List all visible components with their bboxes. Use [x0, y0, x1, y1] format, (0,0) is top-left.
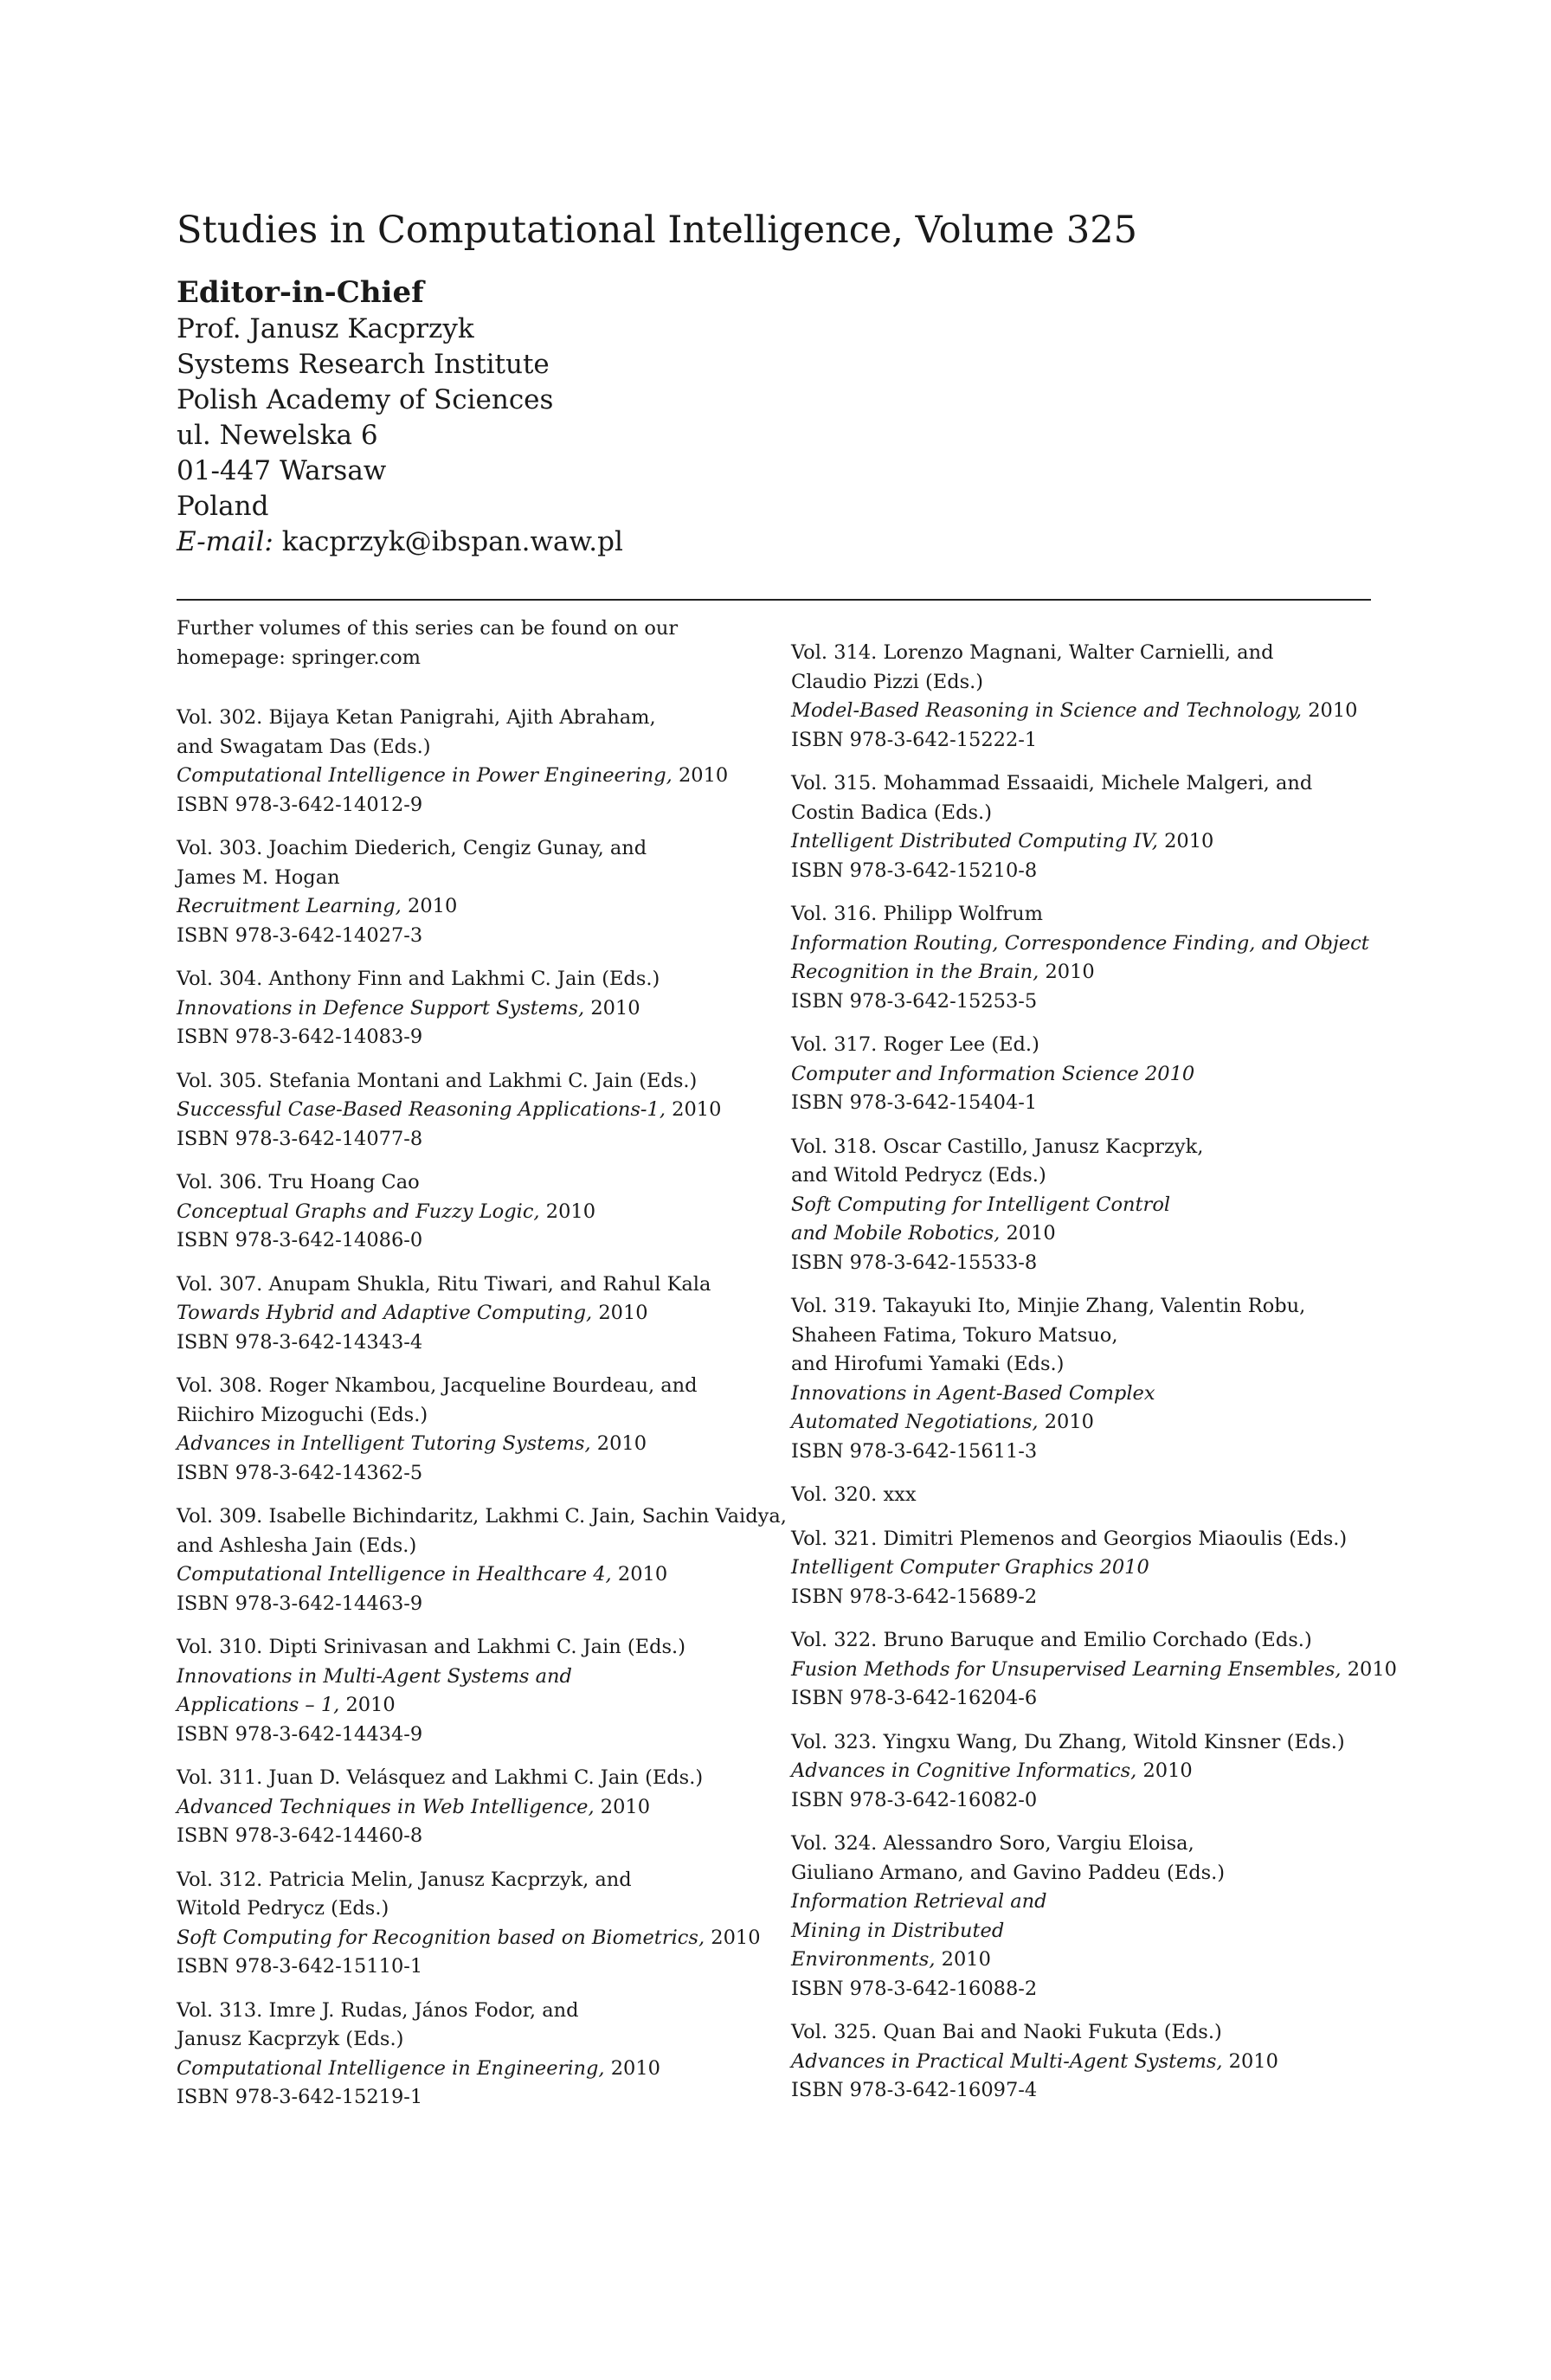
editor-academy: Polish Academy of Sciences	[177, 384, 554, 415]
entry-year: 2010	[678, 764, 729, 787]
volume-entry	[177, 1168, 765, 1256]
entry-title-line	[791, 1380, 1380, 1409]
entry-year: 2010	[672, 1098, 722, 1121]
volume-entry	[177, 1270, 765, 1358]
entry-year: 2010	[545, 1200, 596, 1223]
entry-title: Model-Based Reasoning in Science and Technology,	[791, 699, 1303, 722]
entry-authors: Vol. 305. Stefania Montani and Lakhmi C. Jain (Eds.)	[177, 1069, 698, 1092]
entry-title: Advances in Cognitive Informatics,	[791, 1759, 1137, 1782]
entry-title-line	[791, 1408, 1380, 1438]
entry-title-line	[791, 1917, 1380, 1946]
entry-authors: Vol. 306. Tru Hoang Cao	[177, 1171, 420, 1193]
entry-isbn: ISBN 978-3-642-16097-4	[791, 2079, 1038, 2101]
intro-line: homepage: springer.com	[177, 646, 421, 669]
entry-isbn: ISBN 978-3-642-14012-9	[177, 793, 423, 816]
entry-title: Fusion Methods for Unsupervised Learning Ensembles,	[791, 1657, 1342, 1681]
entry-title-line	[177, 892, 765, 922]
entry-title: Advances in Intelligent Tutoring Systems,	[177, 1432, 591, 1455]
entry-isbn: ISBN 978-3-642-14027-3	[177, 923, 423, 947]
entry-year: 2010	[1045, 961, 1095, 983]
right-entries	[791, 639, 1397, 2106]
volume-entry	[791, 1626, 1397, 1714]
entry-isbn: ISBN 978-3-642-15210-8	[791, 859, 1038, 882]
entry-authors: and Ashlesha Jain (Eds.)	[177, 1534, 417, 1557]
entry-isbn: ISBN 978-3-642-14077-8	[177, 1127, 423, 1150]
editor-heading: Editor-in-Chief	[177, 275, 424, 310]
entry-title: Applications – 1,	[177, 1694, 340, 1716]
entry-authors: Vol. 309. Isabelle Bichindaritz, Lakhmi C. Jain, Sachin Vaidya,	[177, 1505, 787, 1528]
entry-authors: Vol. 307. Anupam Shukla, Ritu Tiwari, and Rahul Kala	[177, 1272, 711, 1296]
entry-year: 2010	[1044, 1411, 1094, 1433]
entry-year: 2010	[1308, 699, 1358, 722]
intro-line: Further volumes of this series can be found on our	[177, 617, 679, 640]
entry-isbn: ISBN 978-3-642-14362-5	[177, 1461, 423, 1484]
entry-title-line	[177, 1663, 765, 1692]
entry-isbn: ISBN 978-3-642-15404-1	[791, 1091, 1038, 1114]
series-title: Studies in Computational Intelligence, Volume 325	[177, 209, 1137, 252]
entry-title-line	[177, 762, 765, 791]
editor-city: 01-447 Warsaw	[177, 455, 387, 486]
entry-isbn: ISBN 978-3-642-14343-4	[177, 1330, 423, 1354]
entry-year: 2010	[941, 1948, 991, 1971]
volume-entry	[791, 900, 1380, 1016]
entry-title-line	[791, 958, 1380, 987]
entry-isbn: ISBN 978-3-642-16082-0	[791, 1788, 1038, 1811]
entry-title: Recruitment Learning,	[177, 895, 402, 917]
entry-isbn: ISBN 978-3-642-15533-8	[791, 1251, 1038, 1274]
entry-isbn: ISBN 978-3-642-16204-6	[791, 1687, 1038, 1709]
editor-email-line	[177, 524, 623, 560]
entry-authors: Vol. 308. Roger Nkambou, Jacqueline Bourdeau, and	[177, 1374, 698, 1397]
volume-entry	[791, 1481, 1380, 1510]
entry-title: Intelligent Computer Graphics 2010	[791, 1556, 1149, 1579]
entry-year: 2010	[1228, 2049, 1278, 2073]
entry-year: 2010	[1006, 1222, 1056, 1245]
entry-title-line	[177, 1793, 765, 1823]
horizontal-rule	[177, 599, 1371, 601]
entry-title-line	[791, 1888, 1380, 1917]
volume-entry	[177, 1067, 765, 1155]
editor-street: ul. Newelska 6	[177, 420, 378, 451]
entry-year: 2010	[1142, 1759, 1193, 1782]
entry-year: 2010	[598, 1302, 648, 1324]
entry-title: Soft Computing for Recognition based on Biometrics,	[177, 1926, 705, 1949]
entry-title-line	[177, 1924, 765, 1953]
editor-institute: Systems Research Institute	[177, 349, 550, 380]
entry-title: Innovations in Defence Support Systems,	[177, 996, 585, 1020]
entry-authors: Riichiro Mizoguchi (Eds.)	[177, 1403, 428, 1426]
entry-title-line	[791, 1553, 1380, 1583]
editor-block	[177, 273, 623, 560]
entry-authors: Vol. 303. Joachim Diederich, Cengiz Gunay, and	[177, 837, 647, 859]
volume-entry	[791, 1728, 1380, 1816]
volume-entry	[177, 1866, 765, 1982]
volume-entry	[791, 1031, 1380, 1118]
entry-title: Successful Case-Based Reasoning Applications-1,	[177, 1098, 666, 1121]
entry-authors: Giuliano Armano, and Gavino Paddeu (Eds.)	[791, 1861, 1226, 1884]
entry-authors: Vol. 315. Mohammad Essaaidi, Michele Malgeri, and	[791, 772, 1313, 794]
volume-entry	[791, 2018, 1380, 2106]
entry-title-line	[177, 1691, 765, 1721]
entry-title: Conceptual Graphs and Fuzzy Logic,	[177, 1200, 540, 1223]
entry-authors: Vol. 304. Anthony Finn and Lakhmi C. Jain (Eds.)	[177, 968, 660, 990]
entry-isbn: ISBN 978-3-642-15219-1	[177, 2086, 423, 2108]
entry-title-line	[791, 2048, 1380, 2077]
entry-isbn: ISBN 978-3-642-15611-3	[791, 1439, 1038, 1463]
volume-entry	[791, 1292, 1380, 1466]
entry-title-line	[791, 1219, 1380, 1249]
entry-authors: Vol. 320. xxx	[791, 1483, 917, 1506]
entry-title-line	[791, 1946, 1380, 1975]
entry-title-line	[791, 697, 1380, 726]
entry-authors: Shaheen Fatima, Tokuro Matsuo,	[791, 1323, 1118, 1347]
entry-authors: Vol. 317. Roger Lee (Ed.)	[791, 1033, 1039, 1056]
volume-entry	[791, 639, 1380, 755]
editor-country: Poland	[177, 491, 269, 522]
entry-authors: Vol. 324. Alessandro Soro, Vargiu Eloisa,	[791, 1832, 1194, 1855]
entry-title: Recognition in the Brain,	[791, 961, 1039, 983]
email-address: kacprzyk@ibspan.waw.pl	[281, 526, 623, 557]
entry-isbn: ISBN 978-3-642-15110-1	[177, 1955, 423, 1978]
entry-title-line	[177, 2055, 765, 2084]
volume-entry	[177, 1372, 765, 1488]
entry-isbn: ISBN 978-3-642-14083-9	[177, 1026, 423, 1048]
entry-title: Information Retrieval and	[791, 1890, 1047, 1913]
volume-entry	[791, 1525, 1380, 1612]
entry-title-line	[791, 1757, 1380, 1786]
volume-entry	[177, 965, 765, 1052]
volume-entry	[177, 1633, 765, 1749]
entry-authors: Vol. 325. Quan Bai and Naoki Fukuta (Eds.)	[791, 2021, 1222, 2043]
entry-authors: James M. Hogan	[177, 865, 340, 889]
entry-title: Environments,	[791, 1948, 936, 1971]
entry-isbn: ISBN 978-3-642-14463-9	[177, 1592, 423, 1615]
entry-title: Computer and Information Science 2010	[791, 1062, 1195, 1085]
entry-isbn: ISBN 978-3-642-14434-9	[177, 1722, 423, 1746]
entry-authors: Claudio Pizzi (Eds.)	[791, 670, 984, 693]
entry-title-line	[791, 827, 1380, 857]
entry-title-line	[177, 1299, 765, 1328]
entry-title: Advanced Techniques in Web Intelligence,	[177, 1795, 595, 1818]
entry-year: 2010	[408, 895, 458, 917]
entry-title: Innovations in Agent-Based Complex	[791, 1381, 1155, 1405]
entry-authors: Janusz Kacprzyk (Eds.)	[177, 2028, 404, 2050]
entry-year: 2010	[600, 1795, 651, 1818]
entry-isbn: ISBN 978-3-642-15689-2	[791, 1585, 1038, 1608]
entry-title: Computational Intelligence in Healthcare 4,	[177, 1563, 612, 1586]
entry-isbn: ISBN 978-3-642-15222-1	[791, 728, 1038, 751]
entry-authors: Witold Pedrycz (Eds.)	[177, 1897, 389, 1920]
entry-authors: Vol. 312. Patricia Melin, Janusz Kacprzyk, and	[177, 1868, 632, 1891]
entry-isbn: ISBN 978-3-642-15253-5	[791, 989, 1038, 1013]
entry-authors: Vol. 302. Bijaya Ketan Panigrahi, Ajith Abraham,	[177, 706, 656, 729]
entry-authors: Vol. 318. Oscar Castillo, Janusz Kacprzyk,	[791, 1135, 1204, 1158]
entry-authors: and Swagatam Das (Eds.)	[177, 735, 431, 758]
editor-name: Prof. Janusz Kacprzyk	[177, 313, 474, 344]
volume-entry	[177, 834, 765, 950]
entry-title-line	[177, 1096, 765, 1125]
entry-isbn: ISBN 978-3-642-14460-8	[177, 1824, 423, 1847]
entry-title: Soft Computing for Intelligent Control	[791, 1193, 1171, 1216]
entry-title-line	[791, 929, 1380, 959]
entry-authors: Costin Badica (Eds.)	[791, 801, 992, 824]
entry-isbn: ISBN 978-3-642-14086-0	[177, 1229, 423, 1251]
entry-isbn: ISBN 978-3-642-16088-2	[791, 1977, 1038, 2000]
entry-title-line	[791, 1656, 1397, 1685]
entry-title: Innovations in Multi-Agent Systems and	[177, 1664, 572, 1688]
volume-entry	[177, 1997, 765, 2113]
entry-year: 2010	[610, 2056, 660, 2080]
entry-title: Information Routing, Correspondence Finding, and Object	[791, 931, 1369, 955]
left-entries	[177, 704, 787, 2113]
entry-title: Computational Intelligence in Power Engineering,	[177, 764, 673, 787]
entry-title: Mining in Distributed	[791, 1919, 1005, 1942]
left-column	[177, 614, 787, 2127]
entry-title-line	[791, 1191, 1380, 1220]
entry-title: Computational Intelligence in Engineering,	[177, 2056, 605, 2080]
entry-title: Intelligent Distributed Computing IV,	[791, 830, 1158, 852]
volume-entry	[791, 1133, 1380, 1278]
entry-year: 2010	[345, 1694, 396, 1716]
entry-year: 2010	[617, 1563, 668, 1586]
entry-authors: Vol. 316. Philipp Wolfrum	[791, 903, 1043, 925]
entry-year: 2010	[711, 1926, 761, 1949]
right-column	[791, 639, 1397, 2120]
entry-authors: and Hirofumi Yamaki (Eds.)	[791, 1353, 1065, 1375]
volume-entry	[177, 1764, 765, 1851]
volume-entry	[791, 1830, 1380, 2004]
entry-year: 2010	[1347, 1657, 1397, 1681]
entry-title: and Mobile Robotics,	[791, 1222, 1001, 1245]
volume-entry	[177, 704, 765, 820]
entry-title-line	[177, 1198, 765, 1227]
entry-title: Towards Hybrid and Adaptive Computing,	[177, 1302, 593, 1324]
entry-authors: Vol. 321. Dimitri Plemenos and Georgios Miaoulis (Eds.)	[791, 1527, 1348, 1550]
entry-authors: Vol. 311. Juan D. Velásquez and Lakhmi C. Jain (Eds.)	[177, 1766, 704, 1789]
entry-authors: and Witold Pedrycz (Eds.)	[791, 1164, 1046, 1187]
entry-authors: Vol. 313. Imre J. Rudas, János Fodor, and	[177, 1998, 579, 2022]
entry-year: 2010	[590, 996, 640, 1020]
entry-year: 2010	[596, 1432, 647, 1455]
entry-title-line	[791, 1060, 1380, 1090]
volume-entry	[791, 769, 1380, 885]
entry-title: Automated Negotiations,	[791, 1411, 1039, 1433]
entry-title-line	[177, 1430, 765, 1459]
entry-title-line	[177, 1560, 765, 1590]
entry-authors: Vol. 322. Bruno Baruque and Emilio Corchado (Eds.)	[791, 1629, 1312, 1651]
entry-authors: Vol. 319. Takayuki Ito, Minjie Zhang, Valentin Robu,	[791, 1295, 1306, 1317]
entry-title: Advances in Practical Multi-Agent Systems,	[791, 2049, 1223, 2073]
email-label: E-mail:	[177, 526, 274, 557]
volume-entry	[177, 1502, 787, 1618]
entry-authors: Vol. 314. Lorenzo Magnani, Walter Carnielli, and	[791, 641, 1274, 664]
series-intro	[177, 614, 765, 672]
entry-title-line	[177, 994, 765, 1024]
entry-authors: Vol. 310. Dipti Srinivasan and Lakhmi C. Jain (Eds.)	[177, 1636, 685, 1658]
entry-authors: Vol. 323. Yingxu Wang, Du Zhang, Witold Kinsner (Eds.)	[791, 1730, 1345, 1753]
entry-year: 2010	[1164, 830, 1214, 852]
